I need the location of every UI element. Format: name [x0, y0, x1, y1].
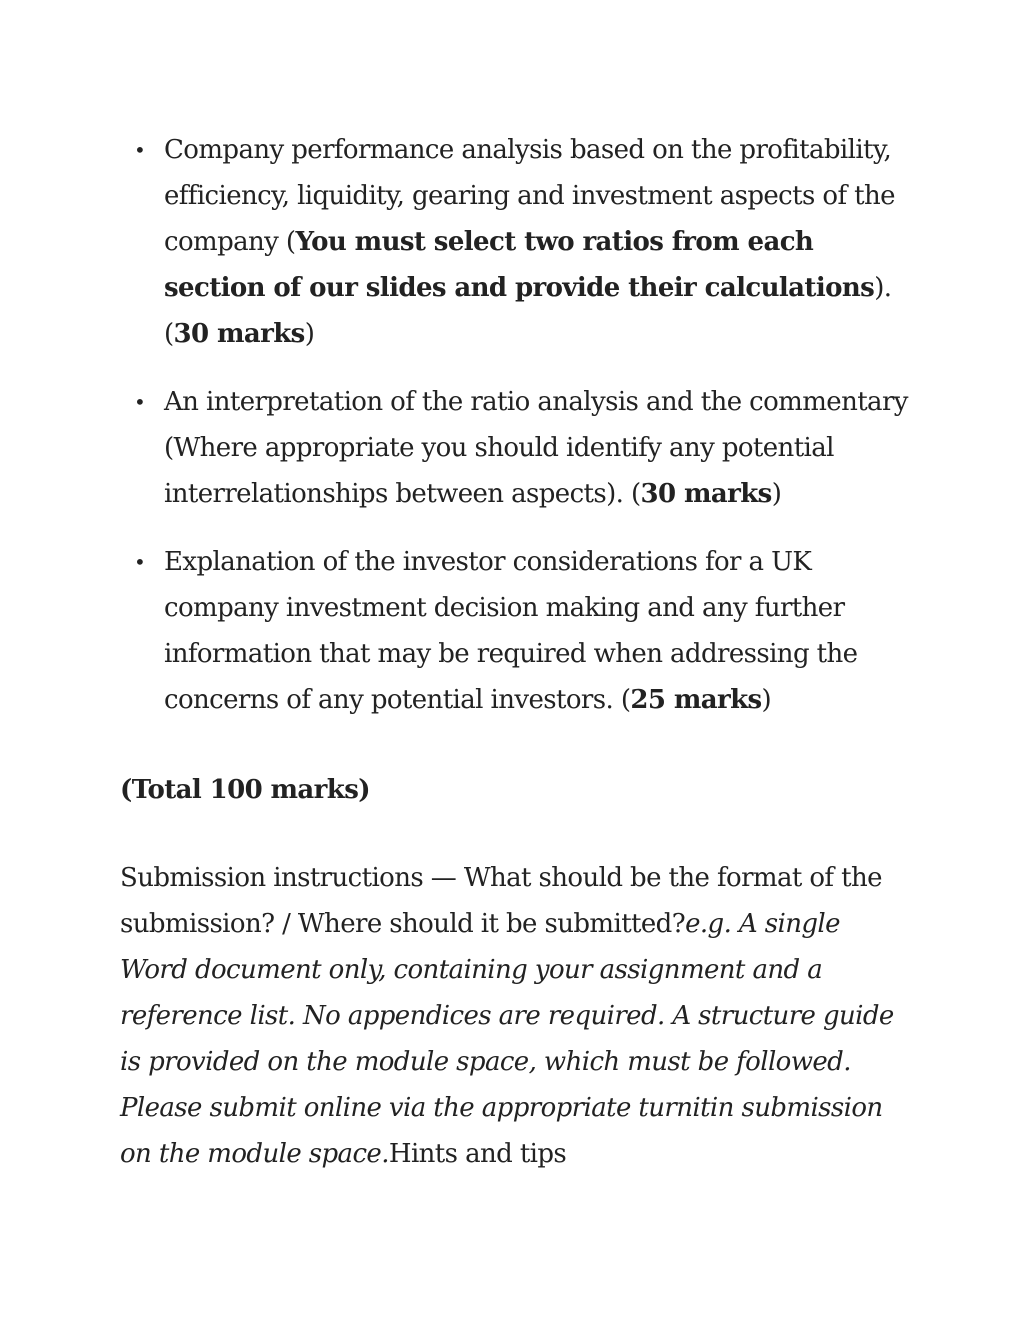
criterion-marks: 30 marks	[640, 479, 772, 509]
criterion-marks: 25 marks	[630, 685, 762, 715]
criterion-text: )	[304, 319, 315, 349]
criterion-text: )	[771, 479, 782, 509]
criterion-text: Explanation of the investor considerations for a UK company investment decision making and any further information that may be required when addressing the concerns of any potential investors. (	[164, 547, 858, 715]
list-item	[120, 127, 910, 357]
bullet-icon: •	[134, 550, 146, 574]
criterion-emphasis: You must select two ratios from each section of our slides and provide their calculations	[164, 227, 875, 303]
list-item	[120, 379, 910, 517]
submission-lead: Submission instructions — What should be the format of the submission? / Where should it be submitted?	[120, 863, 882, 939]
criterion-text: ). (	[164, 273, 892, 349]
criterion-marks: 30 marks	[173, 319, 305, 349]
total-marks-text: (Total 100 marks)	[120, 775, 370, 805]
total-marks	[120, 767, 910, 813]
hints-and-tips: Hints and tips	[388, 1139, 567, 1169]
list-item	[120, 539, 910, 723]
bullet-icon: •	[134, 138, 146, 162]
submission-example: e.g. A single Word document only, containing your assignment and a reference list. No appendices are required. A structure guide is provided on the module space, which must be followed. Please submit online via the appropriate turnitin submission on the module space.	[120, 909, 894, 1169]
marking-criteria-list	[120, 127, 910, 723]
criterion-text: An interpretation of the ratio analysis and the commentary (Where appropriate you should identify any potential interrelationships between aspects). (	[164, 387, 908, 509]
bullet-icon: •	[134, 390, 146, 414]
document-page	[120, 127, 910, 1177]
criterion-text: )	[761, 685, 772, 715]
submission-instructions	[120, 855, 910, 1177]
criterion-text: Company performance analysis based on the profitability, efficiency, liquidity, gearing and investment aspects of the company (	[164, 135, 895, 257]
